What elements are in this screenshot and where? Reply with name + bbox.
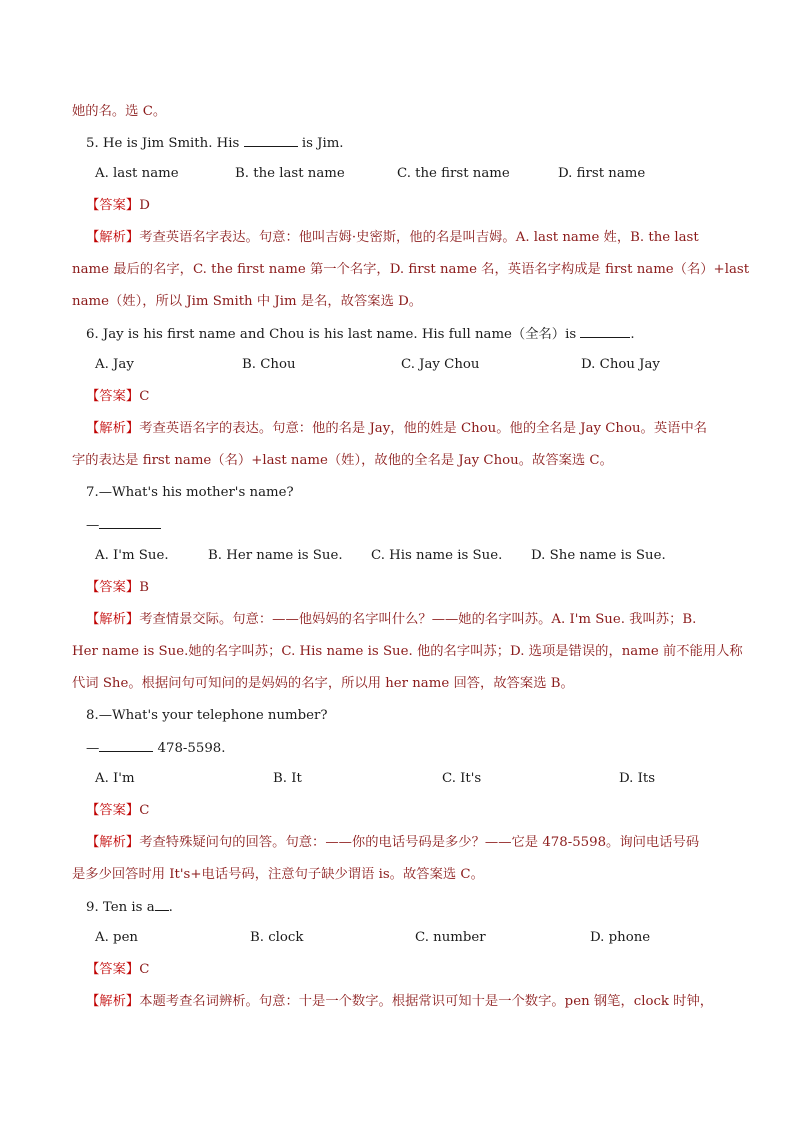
option-b: B. the last name — [235, 166, 345, 181]
option-a: A. pen — [95, 930, 139, 945]
question-7-answer: 【答案】B — [86, 580, 149, 595]
option-d: D. She name is Sue. — [531, 548, 666, 563]
question-7-analysis-line-2: Her name is Sue.她的名字叫苏；C. His name is Sue. 他的名字叫苏；D. 选项是错误的，name 前不能用人称 — [72, 644, 743, 659]
option-b: B. Her name is Sue. — [208, 548, 343, 563]
question-9-stem: 9. Ten is a . — [86, 897, 173, 918]
option-c: C. number — [415, 930, 486, 945]
question-5-analysis-line-1: 【解析】考查英语名字表达。句意：他叫吉姆·史密斯，他的名是叫吉姆。A. last name 姓，B. the last — [86, 230, 699, 245]
question-8-analysis-line-2: 是多少回答时用 It's+电话号码，注意句子缺少谓语 is。故答案选 C。 — [72, 867, 484, 882]
option-d: D. first name — [558, 166, 646, 181]
question-6-stem: 6. Jay is his first name and Chou is his last name. His full name（全名）is . — [86, 324, 635, 345]
question-8-reply: — 478-5598. — [86, 738, 225, 759]
option-d: D. Its — [619, 771, 656, 786]
option-c: C. His name is Sue. — [371, 548, 503, 563]
question-7-analysis-line-1: 【解析】考查情景交际。句意：——他妈妈的名字叫什么？——她的名字叫苏。A. I'm Sue. 我叫苏；B. — [86, 612, 697, 627]
question-9-answer: 【答案】C — [86, 962, 150, 977]
question-6-analysis-line-2: 字的表达是 first name（名）+last name（姓），故他的全名是 Jay Chou。故答案选 C。 — [72, 453, 613, 468]
option-d: D. phone — [590, 930, 651, 945]
question-5-analysis-line-3: name（姓），所以 Jim Smith 中 Jim 是名，故答案选 D。 — [72, 294, 423, 309]
lead-text: 她的名。选 C。 — [72, 104, 167, 119]
question-8-stem: 8.—What's your telephone number? — [86, 708, 328, 723]
question-9-analysis-line-1: 【解析】本题考查名词辨析。句意：十是一个数字。根据常识可知十是一个数字。pen 钢笔，clock 时钟， — [86, 994, 714, 1009]
option-c: C. the first name — [397, 166, 510, 181]
question-6-analysis-line-1: 【解析】考查英语名字的表达。句意：他的名是 Jay，他的姓是 Chou。他的全名是 Jay Chou。英语中名 — [86, 421, 708, 436]
question-7-analysis-line-3: 代词 She。根据问句可知问的是妈妈的名字，所以用 her name 回答，故答案选 B。 — [72, 676, 574, 691]
option-a: A. I'm — [95, 771, 135, 786]
option-b: B. It — [273, 771, 302, 786]
answer-blank — [99, 738, 153, 752]
answer-blank — [99, 515, 161, 529]
question-7-stem: 7.—What's his mother's name? — [86, 485, 294, 500]
question-5-stem: 5. He is Jim Smith. His is Jim. — [86, 133, 344, 154]
question-5-analysis-line-2: name 最后的名字，C. the first name 第一个名字，D. first name 名，英语名字构成是 first name（名）+last — [72, 262, 750, 277]
question-6-answer: 【答案】C — [86, 389, 150, 404]
option-a: A. Jay — [95, 357, 134, 372]
answer-blank — [155, 897, 169, 911]
option-b: B. clock — [250, 930, 304, 945]
question-8-analysis-line-1: 【解析】考查特殊疑问句的回答。句意：——你的电话号码是多少？——它是 478-5598。询问电话号码 — [86, 835, 700, 850]
question-8-answer: 【答案】C — [86, 803, 150, 818]
answer-blank — [580, 324, 630, 338]
option-c: C. Jay Chou — [401, 357, 480, 372]
option-a: A. last name — [95, 166, 179, 181]
option-a: A. I'm Sue. — [95, 548, 169, 563]
option-b: B. Chou — [242, 357, 296, 372]
question-7-reply: — — [86, 515, 161, 536]
option-d: D. Chou Jay — [581, 357, 660, 372]
question-5-answer: 【答案】D — [86, 198, 150, 213]
answer-blank — [244, 133, 298, 147]
option-c: C. It's — [442, 771, 482, 786]
